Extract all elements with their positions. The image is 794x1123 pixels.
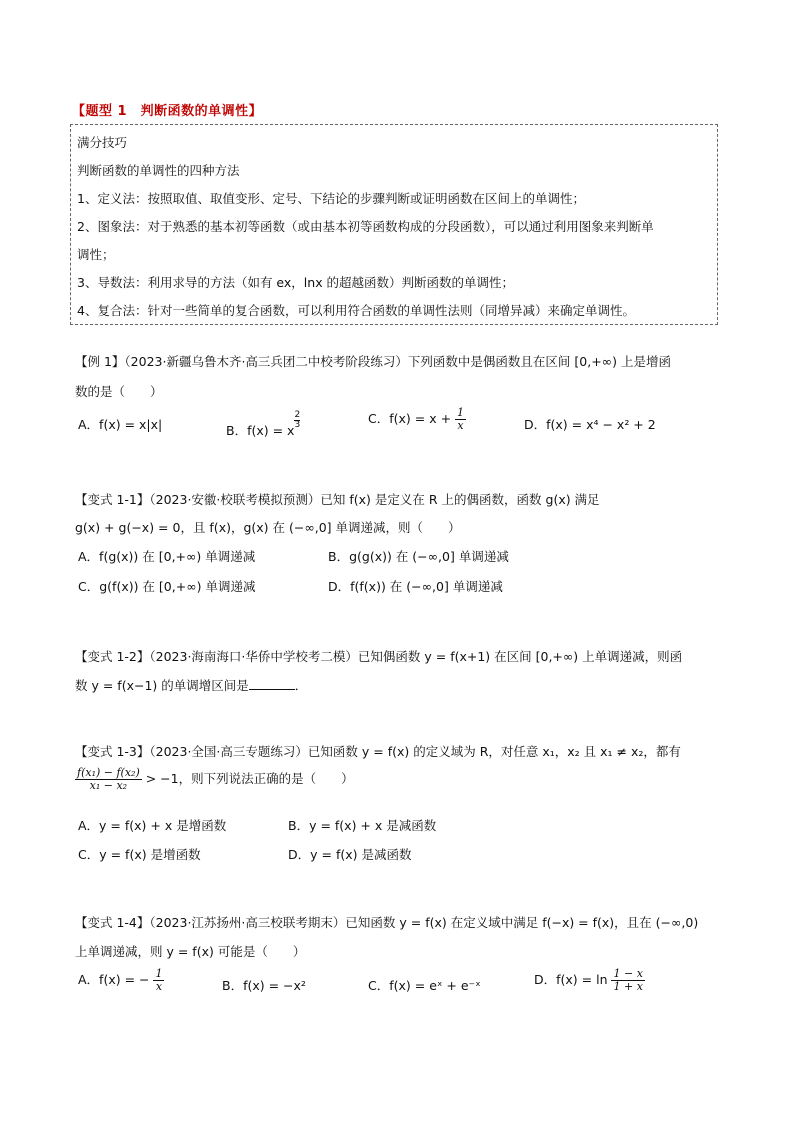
frac-num: 1 xyxy=(155,967,163,980)
option-a xyxy=(78,968,164,993)
variant-stem: 【变式 1-2】（2023·海南海口·华侨中学校考二模）已知偶函数 y = f(x+1) 在区间 [0,+∞) 上单调递减，则函 xyxy=(75,649,683,664)
frac-num: 1 xyxy=(457,406,465,419)
exp-den: 3 xyxy=(294,420,301,430)
variant-stem: 【变式 1-3】（2023·全国·高三专题练习）已知函数 y = f(x) 的定义域为 R，对任意 x₁，x₂ 且 x₁ ≠ x₂，都有 xyxy=(75,744,681,759)
variant-stem xyxy=(75,676,307,694)
option-b: B．f(x) = −x² xyxy=(222,978,306,993)
option-c: C．g(f(x)) 在 [0,+∞) 单调递减 xyxy=(78,579,256,594)
frac-den: x₁ − x₂ xyxy=(89,779,128,793)
option-a-text: A．f(x) = − xyxy=(78,972,150,988)
variant-stem xyxy=(75,767,354,792)
fraction xyxy=(153,968,164,993)
option-d-text: D．f(x) = ln xyxy=(534,972,608,988)
option-a: A．y = f(x) + x 是增函数 xyxy=(78,818,227,833)
tips-line: 1、定义法：按照取值、取值变形、定号、下结论的步骤判断或证明函数在区间上的单调性； xyxy=(77,191,585,206)
variant-stem: g(x) + g(−x) = 0，且 f(x)，g(x) 在 (−∞,0] 单调递减，则（ ） xyxy=(75,520,461,535)
option-b xyxy=(226,411,300,439)
option-b: B．y = f(x) + x 是减函数 xyxy=(288,818,437,833)
option-c-text: C．f(x) = x + xyxy=(368,411,452,427)
frac-den: x xyxy=(155,980,163,994)
option-d: D．y = f(x) 是减函数 xyxy=(288,847,412,862)
option-c xyxy=(368,407,466,432)
option-d xyxy=(534,968,645,993)
option-c: C．y = f(x) 是增函数 xyxy=(78,847,201,862)
frac-den: x xyxy=(457,419,464,433)
tips-line: 4、复合法：针对一些简单的复合函数，可以利用符合函数的单调性法则（同增异减）来确定单调性。 xyxy=(77,303,635,318)
tips-line: 2、图象法：对于熟悉的基本初等函数（或由基本初等函数构成的分段函数），可以通过利用图象来判断单 xyxy=(77,219,654,234)
option-c: C．f(x) = eˣ + e⁻ˣ xyxy=(368,978,481,993)
option-a: A．f(g(x)) 在 [0,+∞) 单调递减 xyxy=(78,549,256,564)
frac-num: 1 − x xyxy=(613,967,643,980)
variant-stem: 上单调递减，则 y = f(x) 可能是（ ） xyxy=(75,944,306,959)
tips-line: 3、导数法：利用求导的方法（如有 ex，lnx 的超越函数）判断函数的单调性； xyxy=(77,275,515,290)
fraction xyxy=(75,767,142,792)
tips-line: 调性； xyxy=(77,247,115,262)
fraction xyxy=(611,968,644,993)
variant-stem: 【变式 1-1】（2023·安徽·校联考模拟预测）已知 f(x) 是定义在 R 上的偶函数，函数 g(x) 满足 xyxy=(75,492,600,507)
option-d: D．f(x) = x⁴ − x² + 2 xyxy=(524,417,656,432)
frac-den: 1 + x xyxy=(613,980,643,994)
stem-text: > −1，则下列说法正确的是（ ） xyxy=(145,771,354,787)
example-1-stem: 【例 1】（2023·新疆乌鲁木齐·高三兵团二中校考阶段练习）下列函数中是偶函数且在区间 [0,+∞) 上是增函 xyxy=(75,354,671,369)
option-d: D．f(f(x)) 在 (−∞,0] 单调递减 xyxy=(328,579,503,594)
option-b-text: B．f(x) = x xyxy=(226,423,295,438)
tips-box xyxy=(70,124,718,325)
fraction xyxy=(455,407,466,432)
exp-num: 2 xyxy=(294,410,301,420)
tips-line: 判断函数的单调性的四种方法 xyxy=(77,163,240,178)
stem-end: ． xyxy=(294,678,308,693)
tips-title: 满分技巧 xyxy=(77,135,128,150)
option-b: B．g(g(x)) 在 (−∞,0] 单调递减 xyxy=(328,549,509,564)
option-a: A．f(x) = x|x| xyxy=(78,417,163,432)
stem-text: 数 y = f(x−1) 的单调增区间是 xyxy=(75,678,249,693)
answer-blank xyxy=(249,679,295,690)
example-1-stem: 数的是（ ） xyxy=(75,384,163,399)
variant-stem: 【变式 1-4】（2023·江苏扬州·高三校联考期末）已知函数 y = f(x) 在定义域中满足 f(−x) = f(x)，且在 (−∞,0) xyxy=(75,915,699,930)
frac-num: f(x₁) − f(x₂) xyxy=(77,766,140,779)
option-b-exponent xyxy=(294,411,300,430)
section-heading: 【题型 1 判断函数的单调性】 xyxy=(72,104,263,119)
